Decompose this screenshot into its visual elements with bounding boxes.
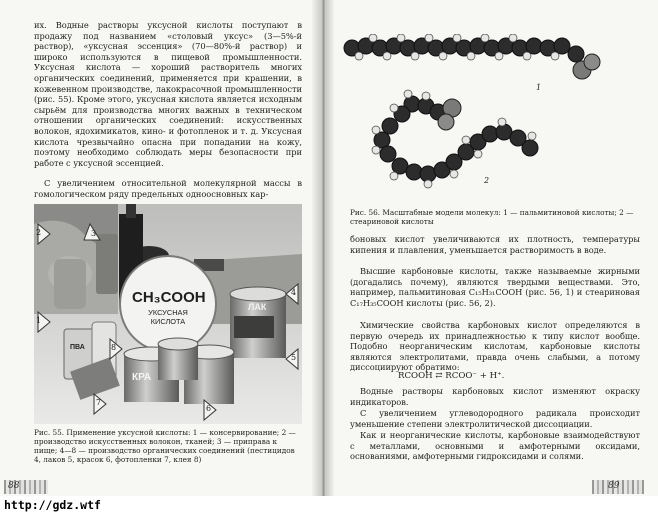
callout-5: 5	[291, 353, 297, 362]
right-paragraph-6: Как и неорганические кислоты, карбоновые взаимодействуют с металлами, основными и амфотерными оксидами, основаниями, амфотерными гидроксидами и солями.	[350, 430, 640, 462]
callout-1: 1	[36, 316, 42, 325]
watermark-link[interactable]: http://gdz.wtf	[4, 498, 101, 512]
acetic-acid-formula: CH₃COOH	[132, 289, 206, 306]
right-paragraph-2: Высшие карбоновые кислоты, также называемые жирными (догадались почему), являются твердыми веществами. Это, например, пальмитиновая C₁₅H₃₁COOH (рис. 56, 1) и стеариновая C₁₇H₃₅COOH кислоты (рис. 56, 2).	[350, 266, 640, 308]
left-page-paragraph-2: С увеличением относительной молекулярной массы в гомологическом ряду предельных одноосновных кар-	[34, 178, 302, 199]
figure-55-caption: Рис. 55. Применение уксусной кислоты: 1 — консервирование; 2 — производство искусственных волокон, тканей; 3 — приправа к пище; 4—8 — производство органических соединений (пестицидов 4, лаков 5, красок 6, фотопленки 7, клея 8)	[34, 428, 296, 464]
product-label-kra: КРА	[132, 372, 152, 383]
product-label-pva: ПВА	[70, 344, 85, 351]
dissociation-equation: RCOOH ⇄ RCOO⁻ + H⁺.	[398, 371, 505, 381]
callout-7: 7	[96, 398, 102, 407]
right-paragraph-3: Химические свойства карбоновых кислот определяются в первую очередь их принадлежностью к типу кислот вообще. Подобно неорганическим кислотам, карбоновые кислоты являются электролитами, правда очень слабыми, а потому диссоциируют обратимо:	[350, 320, 640, 373]
right-page	[328, 0, 658, 517]
right-paragraph-4: Водные растворы карбоновых кислот изменяют окраску индикаторов.	[350, 386, 640, 407]
callout-6: 6	[206, 404, 212, 413]
left-page	[0, 0, 318, 517]
callout-2: 2	[36, 228, 42, 237]
left-page-paragraph: их. Водные растворы уксусной кислоты поступают в продажу под названием «столовый уксус» (3—5%-й раствор), «уксусная эссенция» (70—80%-й раствор) и широко используются в пищевой промышленности. Уксусная кислота — хороший растворитель многих органических соединений, применяется при крашении, в кожевенном производстве, лакокрасочной промышленности (рис. 55). Кроме этого, уксусная кислота является исходным сырьём для производства многих важных в техническом отношении органических соединений: искусственных волокон, ядохимикатов, кино- и фотопленок и т. д. Уксусная кислота чрезвычайно опасна при попадании на кожу, поэтому необходимо соблюдать меры безопасности при работе с уксусной эссенцией.	[34, 20, 302, 168]
callout-3: 3	[91, 229, 97, 238]
page-number-left: 88	[8, 481, 20, 491]
callout-8: 8	[111, 343, 117, 352]
acetic-acid-label	[132, 290, 204, 326]
watermark-bar	[0, 496, 658, 517]
figure-56-caption: Рис. 56. Масштабные модели молекул: 1 — пальмитиновой кислоты; 2 — стеариновой кислоты	[350, 208, 634, 226]
acetic-acid-name: УКСУСНАЯ КИСЛОТА	[148, 308, 188, 326]
model-label-1: 1	[536, 83, 542, 92]
callout-4: 4	[291, 288, 297, 297]
figure-55-photo	[34, 204, 302, 424]
right-paragraph-5: С увеличением углеводородного радикала происходит уменьшение степени электролитической диссоциации.	[350, 408, 640, 429]
page-number-right: 89	[608, 481, 620, 491]
product-label-lak: ЛАК	[248, 302, 267, 312]
model-label-2: 2	[484, 176, 490, 185]
right-paragraph-1: боновых кислот увеличиваются их плотность, температуры кипения и плавления, уменьшается растворимость в воде.	[350, 234, 640, 255]
